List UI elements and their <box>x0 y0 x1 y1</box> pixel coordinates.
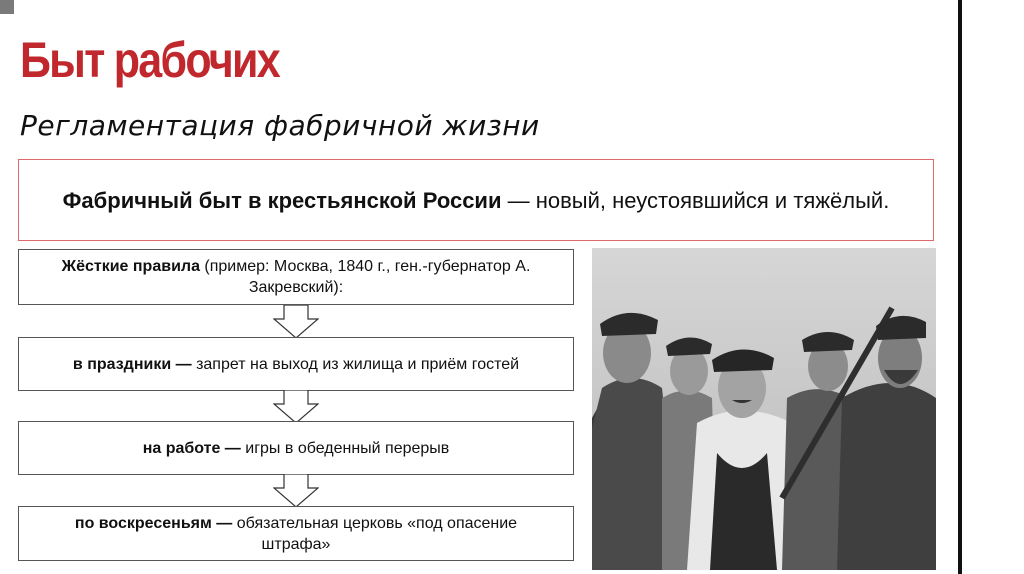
step-bold: Жёсткие правила <box>61 258 200 275</box>
right-border-line <box>958 0 962 574</box>
step-sundays <box>18 506 574 561</box>
corner-mark <box>0 0 14 14</box>
step-rules <box>18 249 574 305</box>
arrow-down-icon <box>273 305 319 339</box>
step-text <box>39 513 553 555</box>
step-work <box>18 421 574 475</box>
step-bold: в праздники — <box>72 355 192 373</box>
step-text <box>143 438 450 459</box>
slide-subtitle: Регламентация фабричной жизни <box>20 109 540 142</box>
arrow-down-icon <box>273 474 319 508</box>
step-bold: по воскресеньям — <box>74 514 233 532</box>
slide-title: Быт рабочих <box>20 32 279 88</box>
workers-photo <box>592 248 936 570</box>
step-text <box>73 354 519 375</box>
step-rest: запрет на выход из жилища и приём гостей <box>191 355 520 373</box>
summary-rest: — новый, неустоявшийся и тяжёлый. <box>501 187 890 213</box>
summary-text <box>63 185 890 216</box>
step-rest: обязательная церковь «под опасение штрафа» <box>232 514 518 553</box>
step-bold: на работе — <box>142 439 241 457</box>
arrow-down-icon <box>273 390 319 424</box>
step-holidays <box>18 337 574 391</box>
summary-bold: Фабричный быт в крестьянской России <box>62 187 502 213</box>
workers-photo-icon <box>592 248 936 570</box>
step-text <box>39 256 553 298</box>
summary-box <box>18 159 934 241</box>
step-rest: (пример: Москва, 1840 г., ген.-губернатор А. Закревский): <box>199 258 531 296</box>
step-rest: игры в обеденный перерыв <box>240 439 450 457</box>
